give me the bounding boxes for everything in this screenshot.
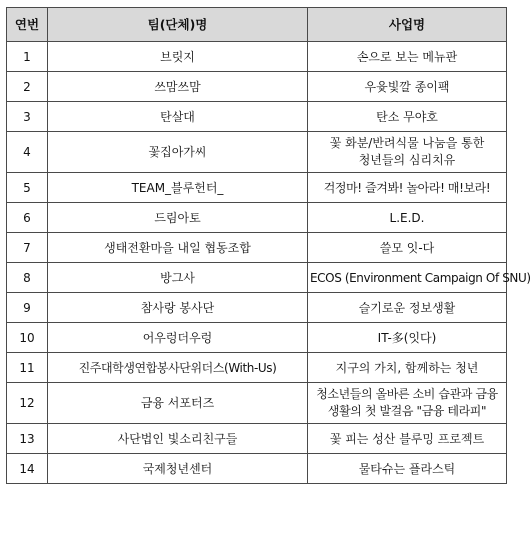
project-name: IT-多(잇다) — [308, 323, 507, 353]
team-name: 금융 서포터즈 — [48, 383, 308, 424]
row-number: 9 — [7, 293, 48, 323]
team-name: 생태전환마을 내일 협동조합 — [48, 233, 308, 263]
team-name: 어우렁더우렁 — [48, 323, 308, 353]
table-row — [7, 323, 507, 353]
project-name-line-1: 꽃 화분/반려식물 나눔을 통한 — [329, 136, 485, 150]
row-number: 11 — [7, 353, 48, 383]
project-name — [308, 383, 507, 424]
row-number: 2 — [7, 72, 48, 102]
table-row — [7, 454, 507, 484]
project-name: ECOS (Environment Campaign Of SNU) — [308, 263, 507, 293]
project-name: 슬기로운 정보생활 — [308, 293, 507, 323]
table-row — [7, 383, 507, 424]
project-name: 쓸모 잇-다 — [308, 233, 507, 263]
team-name: 국제청년센터 — [48, 454, 308, 484]
table-row — [7, 263, 507, 293]
project-name-line-2: 생활의 첫 발걸음 "금융 테라피" — [327, 404, 487, 418]
row-number: 8 — [7, 263, 48, 293]
table-row — [7, 293, 507, 323]
table-row — [7, 353, 507, 383]
project-name: 물타슈는 플라스틱 — [308, 454, 507, 484]
row-number: 6 — [7, 203, 48, 233]
table-row — [7, 132, 507, 173]
project-name-line-2: 청년들의 심리치유 — [358, 153, 456, 167]
table-row — [7, 42, 507, 72]
row-number: 12 — [7, 383, 48, 424]
team-name: 쓰맘쓰맘 — [48, 72, 308, 102]
table-row — [7, 233, 507, 263]
team-name: TEAM_블루헌터_ — [48, 173, 308, 203]
row-number: 14 — [7, 454, 48, 484]
row-number: 3 — [7, 102, 48, 132]
team-name: 드림아토 — [48, 203, 308, 233]
project-name: 걱정마! 즐겨봐! 놀아라! 매!보라! — [308, 173, 507, 203]
table-row — [7, 424, 507, 454]
project-name: L.E.D. — [308, 203, 507, 233]
row-number: 7 — [7, 233, 48, 263]
project-name: 탄소 무야호 — [308, 102, 507, 132]
table-row — [7, 102, 507, 132]
project-name: 지구의 가치, 함께하는 청년 — [308, 353, 507, 383]
team-name: 방그사 — [48, 263, 308, 293]
project-name: 우윳빛깔 종이팩 — [308, 72, 507, 102]
team-name: 탄살대 — [48, 102, 308, 132]
row-number: 13 — [7, 424, 48, 454]
team-name: 사단법인 빛소리친구들 — [48, 424, 308, 454]
row-number: 5 — [7, 173, 48, 203]
header-team-name: 팀(단체)명 — [48, 8, 308, 42]
project-name: 손으로 보는 메뉴판 — [308, 42, 507, 72]
row-number: 4 — [7, 132, 48, 173]
table-row — [7, 72, 507, 102]
header-project-name: 사업명 — [308, 8, 507, 42]
row-number: 10 — [7, 323, 48, 353]
team-name: 브릿지 — [48, 42, 308, 72]
project-table — [6, 7, 531, 484]
header-row — [7, 8, 507, 42]
row-number: 1 — [7, 42, 48, 72]
project-name-line-1: 청소년들의 올바른 소비 습관과 금융 — [316, 387, 498, 401]
team-name: 진주대학생연합봉사단위더스(With-Us) — [48, 353, 308, 383]
project-name — [308, 132, 507, 173]
table-row — [7, 203, 507, 233]
header-number: 연번 — [7, 8, 48, 42]
project-name: 꽃 피는 성산 블루밍 프로젝트 — [308, 424, 507, 454]
team-name: 참사랑 봉사단 — [48, 293, 308, 323]
team-name: 꽃집아가씨 — [48, 132, 308, 173]
table-row — [7, 173, 507, 203]
